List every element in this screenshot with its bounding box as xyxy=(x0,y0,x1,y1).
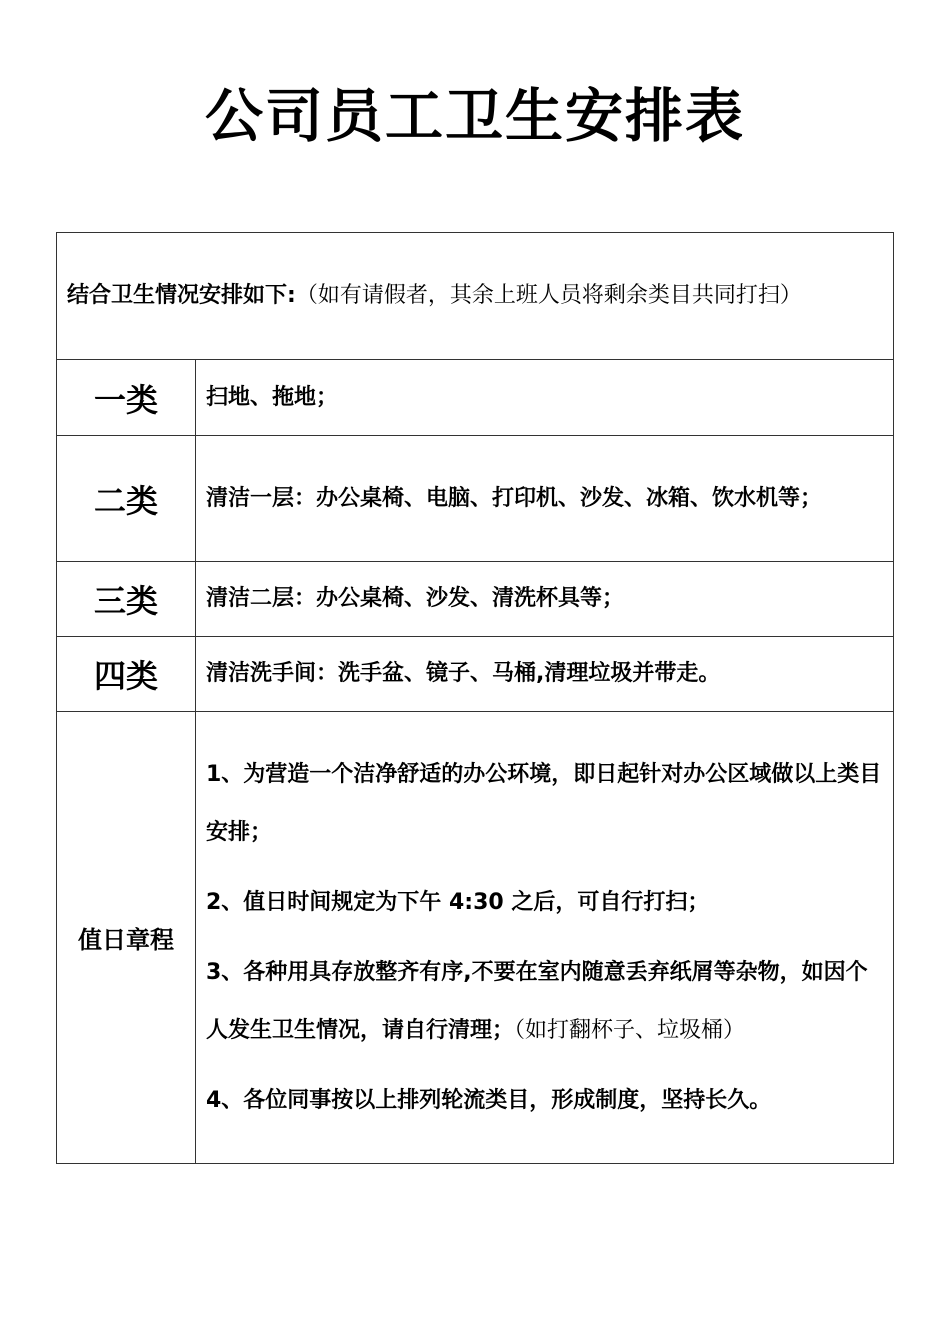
intro-cell xyxy=(57,233,894,360)
category-label: 二类 xyxy=(57,436,196,562)
category-row xyxy=(57,436,894,562)
intro-row xyxy=(57,233,894,360)
duty-rule-text: 3、各种用具存放整齐有序,不要在室内随意丢弃纸屑等杂物，如因个人发生卫生情况，请自行清理； xyxy=(206,959,868,1043)
category-label: 一类 xyxy=(57,360,196,436)
hygiene-schedule-table xyxy=(56,232,894,1164)
page-title: 公司员工卫生安排表 xyxy=(204,82,745,150)
category-row xyxy=(57,637,894,712)
duty-rules-label: 值日章程 xyxy=(57,712,196,1164)
category-text: 扫地、拖地； xyxy=(196,360,894,436)
duty-rules-cell xyxy=(196,712,894,1164)
category-text: 清洁一层：办公桌椅、电脑、打印机、沙发、冰箱、饮水机等； xyxy=(196,436,894,562)
category-row xyxy=(57,360,894,436)
duty-rule-note: （如打翻杯子、垃圾桶） xyxy=(514,1017,746,1043)
duty-rule-with-note xyxy=(206,944,885,1060)
intro-note: （如有请假者，其余上班人员将剩余类目共同打扫） xyxy=(295,283,802,308)
duty-rule: 4、各位同事按以上排列轮流类目，形成制度，坚持长久。 xyxy=(206,1087,772,1113)
duty-rule: 1、为营造一个洁净舒适的办公环境，即日起针对办公区域做以上类目安排； xyxy=(206,761,882,845)
category-text: 清洁二层：办公桌椅、沙发、清洗杯具等； xyxy=(196,562,894,637)
category-label: 三类 xyxy=(57,562,196,637)
intro-label: 结合卫生情况安排如下: xyxy=(67,283,296,308)
duty-rule: 2、值日时间规定为下午 4:30 之后，可自行打扫； xyxy=(206,889,710,915)
category-row xyxy=(57,562,894,637)
duty-rules-row xyxy=(57,712,894,1164)
category-label: 四类 xyxy=(57,637,196,712)
category-text: 清洁洗手间：洗手盆、镜子、马桶,清理垃圾并带走。 xyxy=(196,637,894,712)
